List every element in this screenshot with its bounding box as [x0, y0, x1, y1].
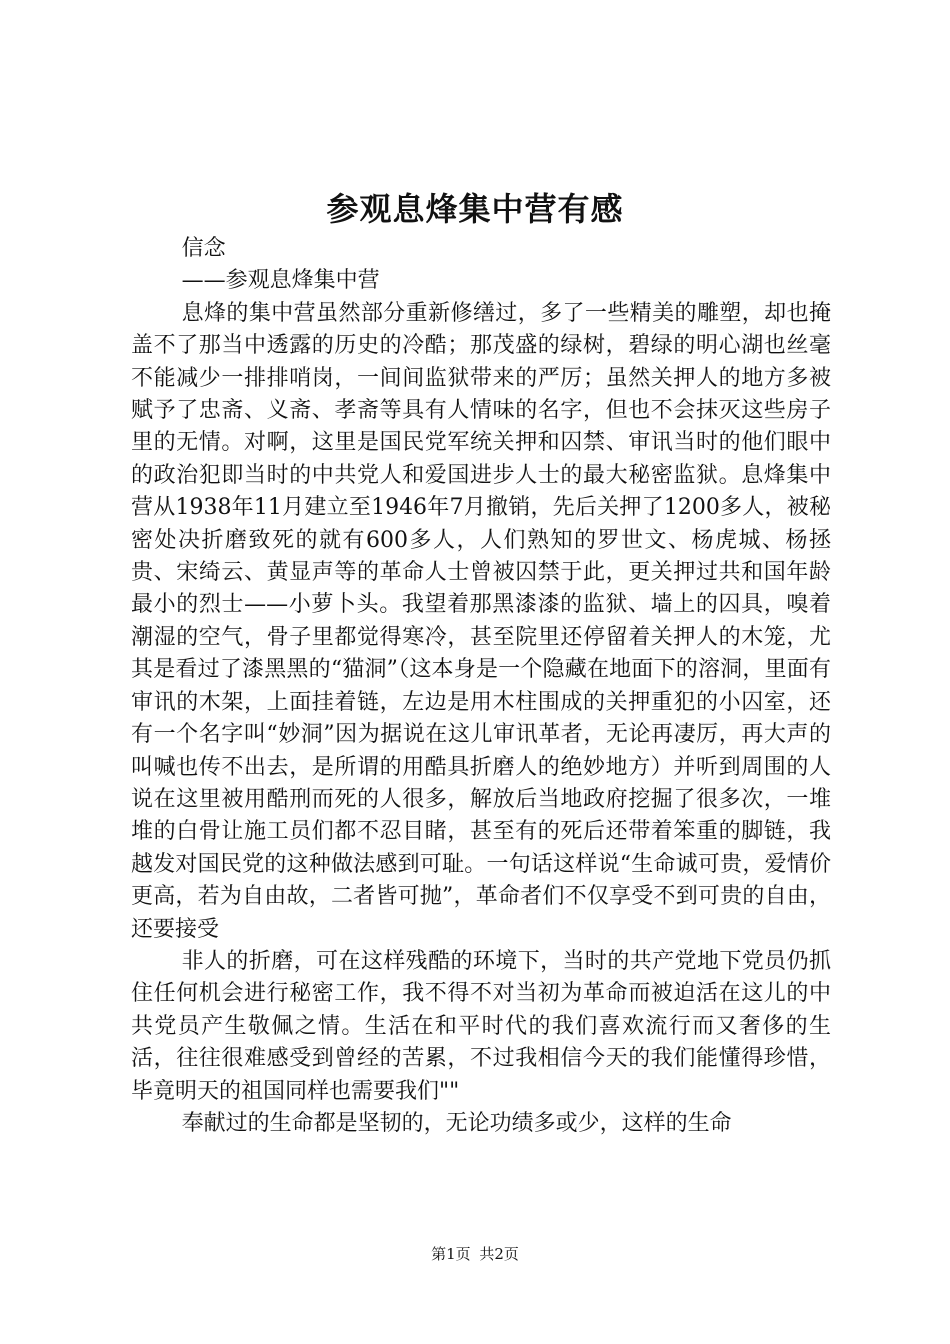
- paragraph-1: 息烽的集中营虽然部分重新修缮过，多了一些精美的雕塑，却也掩盖不了那当中透露的历史的冷酷；那茂盛的绿树，碧绿的明心湖也丝毫不能减少一排排哨岗，一间间监狱带来的严厉；虽然关押人的地方多被赋予了忠斋、义斋、孝斋等具有人情味的名字，但也不会抹灭这些房子里的无情。对啊，这里是国民党军统关押和囚禁、审讯当时的他们眼中的政治犯即当时的中共党人和爱国进步人士的最大秘密监狱。息烽集中营从1938年11月建立至1946年7月撤销，先后关押了1200多人，被秘密处决折磨致死的就有600多人，人们熟知的罗世文、杨虎城、杨拯贵、宋绮云、黄显声等的革命人士曾被囚禁于此，更关押过共和国年龄最小的烈士——小萝卜头。我望着那黑漆漆的监狱、墙上的囚具，嗅着潮湿的空气，骨子里都觉得寒冷，甚至院里还停留着关押人的木笼，尤其是看过了漆黑黑的“猫洞”（这本身是一个隐藏在地面下的溶洞，里面有审讯的木架，上面挂着链，左边是用木柱围成的关押重犯的小囚室，还有一个名字叫“妙洞”因为据说在这儿审讯革者，无论再凄厉，再大声的叫喊也传不出去，是所谓的用酷具折磨人的绝妙地方）并听到周围的人说在这里被用酷刑而死的人很多，解放后当地政府挖掘了很多次，一堆堆的白骨让施工员们都不忍目睹，甚至有的死后还带着笨重的脚链，我越发对国民党的这种做法感到可耻。一句话这样说“生命诚可贵，爱情价更高，若为自由故，二者皆可抛”，革命者们不仅享受不到可贵的自由，还要接受: [131, 300, 831, 942]
- page-number-current: 第1页: [431, 1245, 471, 1263]
- paragraph-2: 非人的折磨，可在这样残酷的环境下，当时的共产党地下党员仍抓住任何机会进行秘密工作，我不得不对当初为革命而被迫活在这儿的中共党员产生敬佩之情。生活在和平时代的我们喜欢流行而又奢侈的生活，往往很难感受到曾经的苦累，不过我相信今天的我们能懂得珍惜，毕竟明天的祖国同样也需要我们"": [131, 948, 831, 1104]
- subheading: 信念: [181, 236, 226, 261]
- page-number-total: 共2页: [479, 1245, 519, 1263]
- document-title: 参观息烽集中营有感: [326, 190, 624, 228]
- document-body: [131, 233, 831, 1140]
- subtitle: ——参观息烽集中营: [181, 268, 380, 294]
- paragraph-3: 奉献过的生命都是坚韧的，无论功绩多或少，这样的生命: [181, 1110, 732, 1136]
- page-footer: [0, 1244, 950, 1264]
